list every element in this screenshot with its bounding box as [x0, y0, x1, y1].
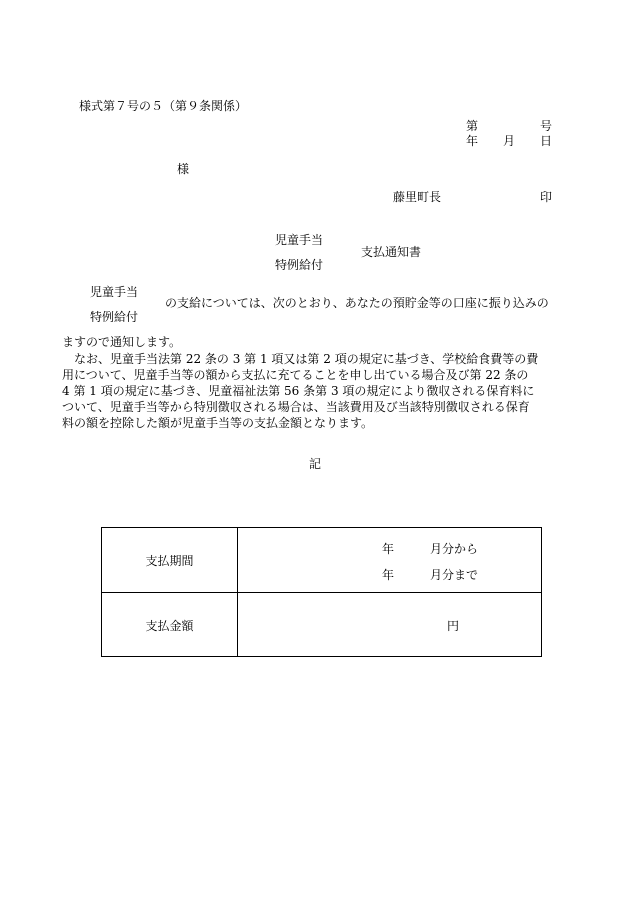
date-month: 月 [503, 134, 516, 148]
para2-line: 4 第 1 項の規定に基づき、児童福祉法第 56 条第 3 項の規定により徴収される保育料に [62, 384, 535, 398]
title-main: 支払通知書 [361, 245, 422, 259]
recipient-suffix: 様 [177, 162, 190, 176]
table-row [102, 528, 542, 593]
para2-line: 料の額を控除した額が児童手当等の支払金額となります。 [62, 416, 374, 430]
body-option-upper: 児童手当 [90, 285, 139, 299]
title-option-upper: 児童手当 [275, 233, 324, 247]
period-to-month: 月分まで [430, 568, 479, 582]
payment-amount-value [238, 593, 542, 657]
payment-detail-table [101, 527, 542, 657]
period-to-year: 年 [382, 568, 395, 582]
period-from-year: 年 [382, 542, 395, 556]
para2-line: ついて、児童手当等から特別徴収される場合は、当該費用及び当該特別徴収される保育 [62, 400, 530, 414]
issuer-title: 藤里町長 [393, 190, 442, 204]
body-option-lower: 特例給付 [90, 310, 139, 324]
body-line2: ますので通知します。 [62, 335, 182, 349]
para2-line: なお、児童手当法第 22 条の 3 第 1 項又は第 2 項の規定に基づき、学校給食費等の費 [74, 352, 539, 366]
period-from-month: 月分から [430, 542, 479, 556]
date-day: 日 [540, 134, 553, 148]
para2-line: 用について、児童手当等の額から支払に充てることを申し出ている場合及び第 22 条の [62, 368, 529, 382]
ki-heading: 記 [309, 457, 322, 471]
title-option-lower: 特例給付 [275, 258, 324, 272]
number-dai: 第 [466, 119, 479, 133]
payment-amount-label-text: 支払金額 [145, 619, 194, 633]
body-line1-rest: の支給については、次のとおり、あなたの預貯金等の口座に振り込みの [165, 296, 549, 310]
form-number: 様式第７号の５（第９条関係） [79, 99, 248, 113]
payment-period-value [238, 528, 542, 593]
payment-period-label-text: 支払期間 [145, 554, 194, 568]
seal-mark: 印 [540, 190, 553, 204]
payment-period-label [102, 528, 238, 593]
date-year: 年 [466, 134, 479, 148]
table-row [102, 593, 542, 657]
amount-unit: 円 [447, 619, 460, 633]
number-go: 号 [540, 119, 553, 133]
body-second-paragraph [62, 351, 552, 431]
payment-amount-label [102, 593, 238, 657]
